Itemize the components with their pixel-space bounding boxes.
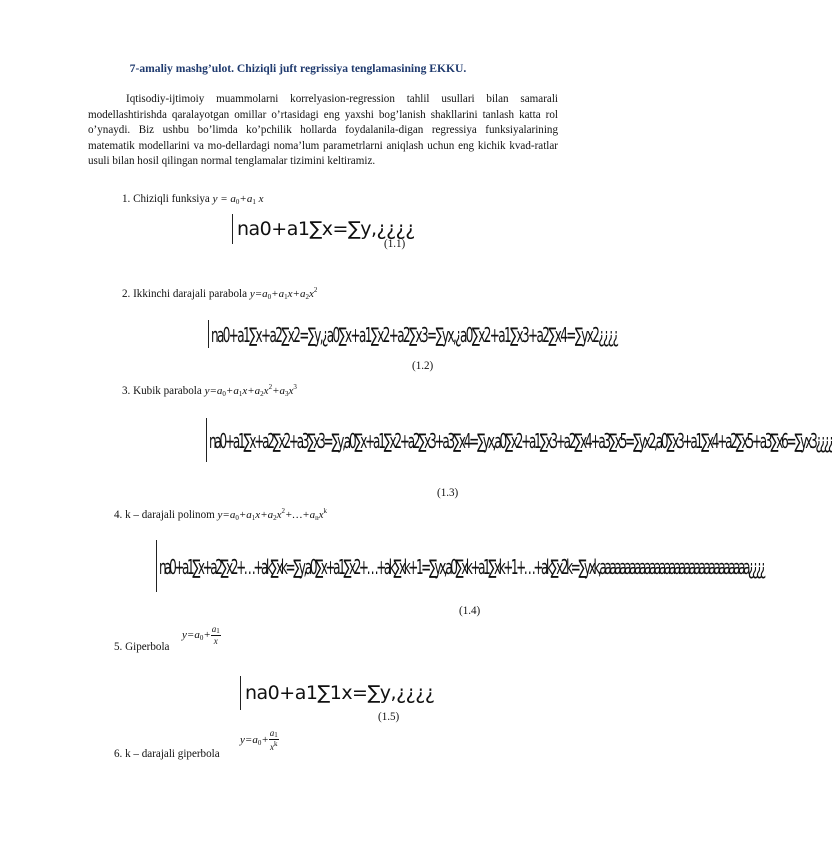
equation-system-2 xyxy=(208,320,618,348)
equation-number-4: (1.4) xyxy=(459,605,481,617)
formula-k-hyperbola: $y=a_0+$ $\frac{a1}{x^k}$ xyxy=(240,728,278,752)
system-4-text: na0+a1∑x+a2∑x2+…+ak∑xk=∑y,a0∑x+a1∑x2+…+ak∑xk+1=∑yx,a0∑xk+a1∑xk+1+…+ak∑x2k=∑yxk,aaaaaaaaaaaaaaaaaaaaaaaaaaaaaa¿¿¿¿ xyxy=(159,555,764,579)
item-quadratic xyxy=(122,286,317,301)
item-label: 3. Kubik parabola xyxy=(122,385,205,397)
formula-hyperbola: $y=a_0+$ $\frac{a1}{x}$ xyxy=(182,624,220,646)
item-polynomial xyxy=(114,507,327,522)
equation-number-5: (1.5) xyxy=(378,711,400,723)
equation-system-4 xyxy=(156,540,764,592)
item-label: 2. Ikkinchi darajali parabola xyxy=(122,288,250,300)
equation-number-3: (1.3) xyxy=(437,487,459,499)
item-cubic xyxy=(122,383,297,398)
system-1-text: na0+a1∑x=∑y,¿¿¿¿ xyxy=(237,218,415,240)
item-label: 4. k – darajali polinom xyxy=(114,509,218,521)
intro-paragraph: Iqtisodiy-ijtimoiy muammolarni korrelyasion-regression tahlil usullari bilan samarali modellashtirishda qaralayotgan omillar o’rtasidagi eng yaxshi bog’lanish shakllarini tanlash katta rol o’ynaydi. Biz ushbu bo’limda ko’pchilik hollarda foydalanila-digan regressiya funksiyalarining matematik modellarini va mo-dellardagi noma’lum parametrlarni aniqlash uchun eng kichik kvad-ratlar usuli bilan hosil qilingan normal tenglamalar tizimini keltiramiz. xyxy=(88,93,558,168)
formula-linear: $y = a_0+a_1$ x xyxy=(212,193,264,206)
system-3-text: na0+a1∑x+a2∑x2+a3∑x3=∑y,a0∑x+a1∑x2+a2∑x3+a3∑x4=∑yx,a0∑x2+a1∑x3+a2∑x4+a3∑x5=∑yx2,a0∑x3+a1∑x4+a2∑x5+a3∑x6=∑yx3¿¿¿¿ xyxy=(209,429,832,453)
system-5-text: na0+a1∑1x=∑y,¿¿¿¿ xyxy=(245,682,435,704)
equation-system-5 xyxy=(240,676,434,710)
system-2-text: na0+a1∑x+a2∑x2=∑y,¿a0∑x+a1∑x2+a2∑x3=∑yx,¿a0∑x2+a1∑x3+a2∑x4=∑yx2¿¿¿¿ xyxy=(211,323,618,347)
formula-cubic: $y=a_0+a_1x+a_2x^2+a_3x^3$ xyxy=(204,383,297,398)
equation-number-1: (1.1) xyxy=(384,238,406,250)
formula-quadratic: $y=a_0+a_1x+a_2x^2$ xyxy=(249,286,318,301)
page-title: 7-amaliy mashg’ulot. Chiziqli juft regrissiya tenglamasining EKKU. xyxy=(129,62,467,75)
equation-system-3 xyxy=(206,418,832,462)
item-linear xyxy=(122,193,264,206)
equation-number-2: (1.2) xyxy=(412,360,434,372)
item-k-hyperbola-label: 6. k – darajali giperbola xyxy=(114,748,220,760)
item-hyperbola-label: 5. Giperbola xyxy=(114,641,170,653)
formula-polynomial: $y=a_0+a_1x+a_2x^2+\dots+a_nx^k$ xyxy=(217,507,328,522)
item-label: 1. Chiziqli funksiya xyxy=(122,193,213,205)
